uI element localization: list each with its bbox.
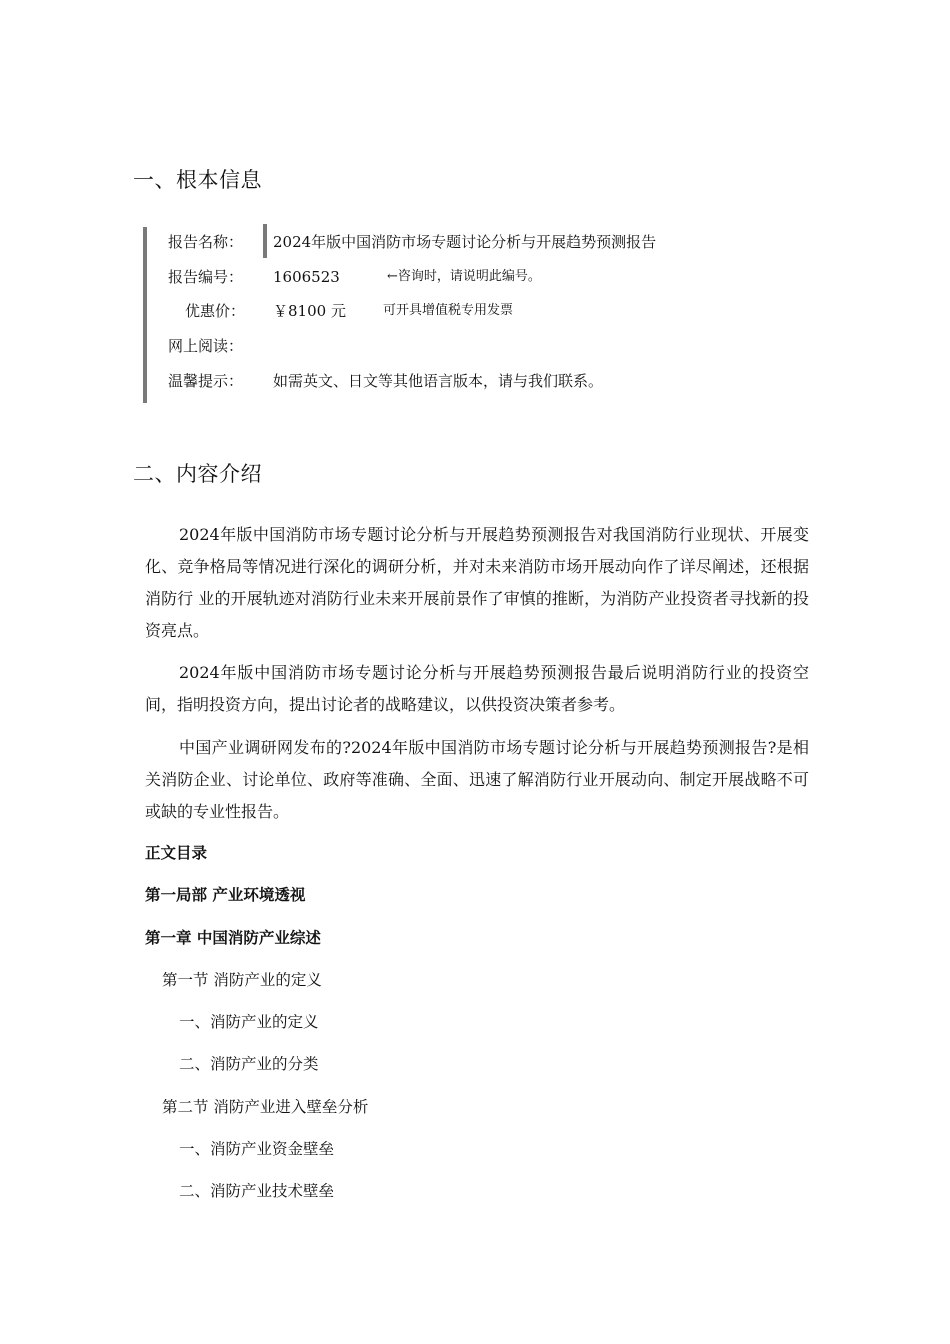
intro-paragraph: 2024年版中国消防市场专题讨论分析与开展趋势预测报告对我国消防行业现状、开展变化、竞争格局等情况进行深化的调研分析，并对未来消防市场开展动向作了详尽阐述，还根据消防行 业的开展轨迹对消防行业未来开展前景作了审慎的推断，为消防产业投资者寻找新的投资亮点。: [145, 525, 809, 640]
section-heading-content-intro: 二、内容介绍: [133, 462, 262, 486]
report-code-label: 报告编号：: [168, 268, 244, 286]
toc-chapter: 第一章 中国消防产业综述: [145, 928, 321, 947]
report-code-note: ←咨询时，请说明此编号。: [387, 269, 541, 284]
toc-section: 第一节 消防产业的定义: [162, 971, 322, 989]
info-row-tip: [147, 368, 767, 394]
invoice-note: 可开具增值税专用发票: [383, 303, 514, 318]
intro-paragraph: 中国产业调研网发布的?2024年版中国消防市场专题讨论分析与开展趋势预测报告?是相关消防企业、讨论单位、政府等准确、全面、迅速了解消防行业开展动向、制定开展战略不可或缺的专业性报告。: [145, 738, 809, 821]
info-row-name: [147, 229, 767, 255]
price-label: 优惠价：: [185, 302, 246, 320]
section-heading-basic-info: 一、根本信息: [133, 168, 262, 192]
report-name-value: 2024年版中国消防市场专题讨论分析与开展趋势预测报告: [273, 233, 657, 251]
price-value: ￥8100 元: [273, 302, 346, 320]
toc-part: 第一局部 产业环境透视: [145, 885, 306, 904]
toc-section: 第二节 消防产业进入壁垒分析: [162, 1098, 369, 1116]
tip-label: 温馨提示：: [168, 372, 244, 390]
report-name-label: 报告名称：: [168, 233, 244, 251]
tip-value: 如需英文、日文等其他语言版本，请与我们联系。: [273, 372, 604, 390]
intro-paragraph: 2024年版中国消防市场专题讨论分析与开展趋势预测报告最后说明消防行业的投资空间，指明投资方向，提出讨论者的战略建议，以供投资决策者参考。: [145, 663, 809, 714]
info-row-code: [147, 264, 767, 290]
info-row-online: [147, 333, 767, 359]
online-reading-label: 网上阅读：: [168, 337, 244, 355]
toc-item: 二、消防产业技术壁垒: [179, 1182, 335, 1200]
report-code-value: 1606523: [273, 268, 340, 286]
toc-item: 二、消防产业的分类: [179, 1055, 319, 1073]
info-row-price: [147, 298, 767, 324]
toc-title: 正文目录: [145, 843, 208, 862]
report-info-box: [143, 227, 767, 403]
toc-item: 一、消防产业资金壁垒: [179, 1140, 335, 1158]
toc-item: 一、消防产业的定义: [179, 1013, 319, 1031]
